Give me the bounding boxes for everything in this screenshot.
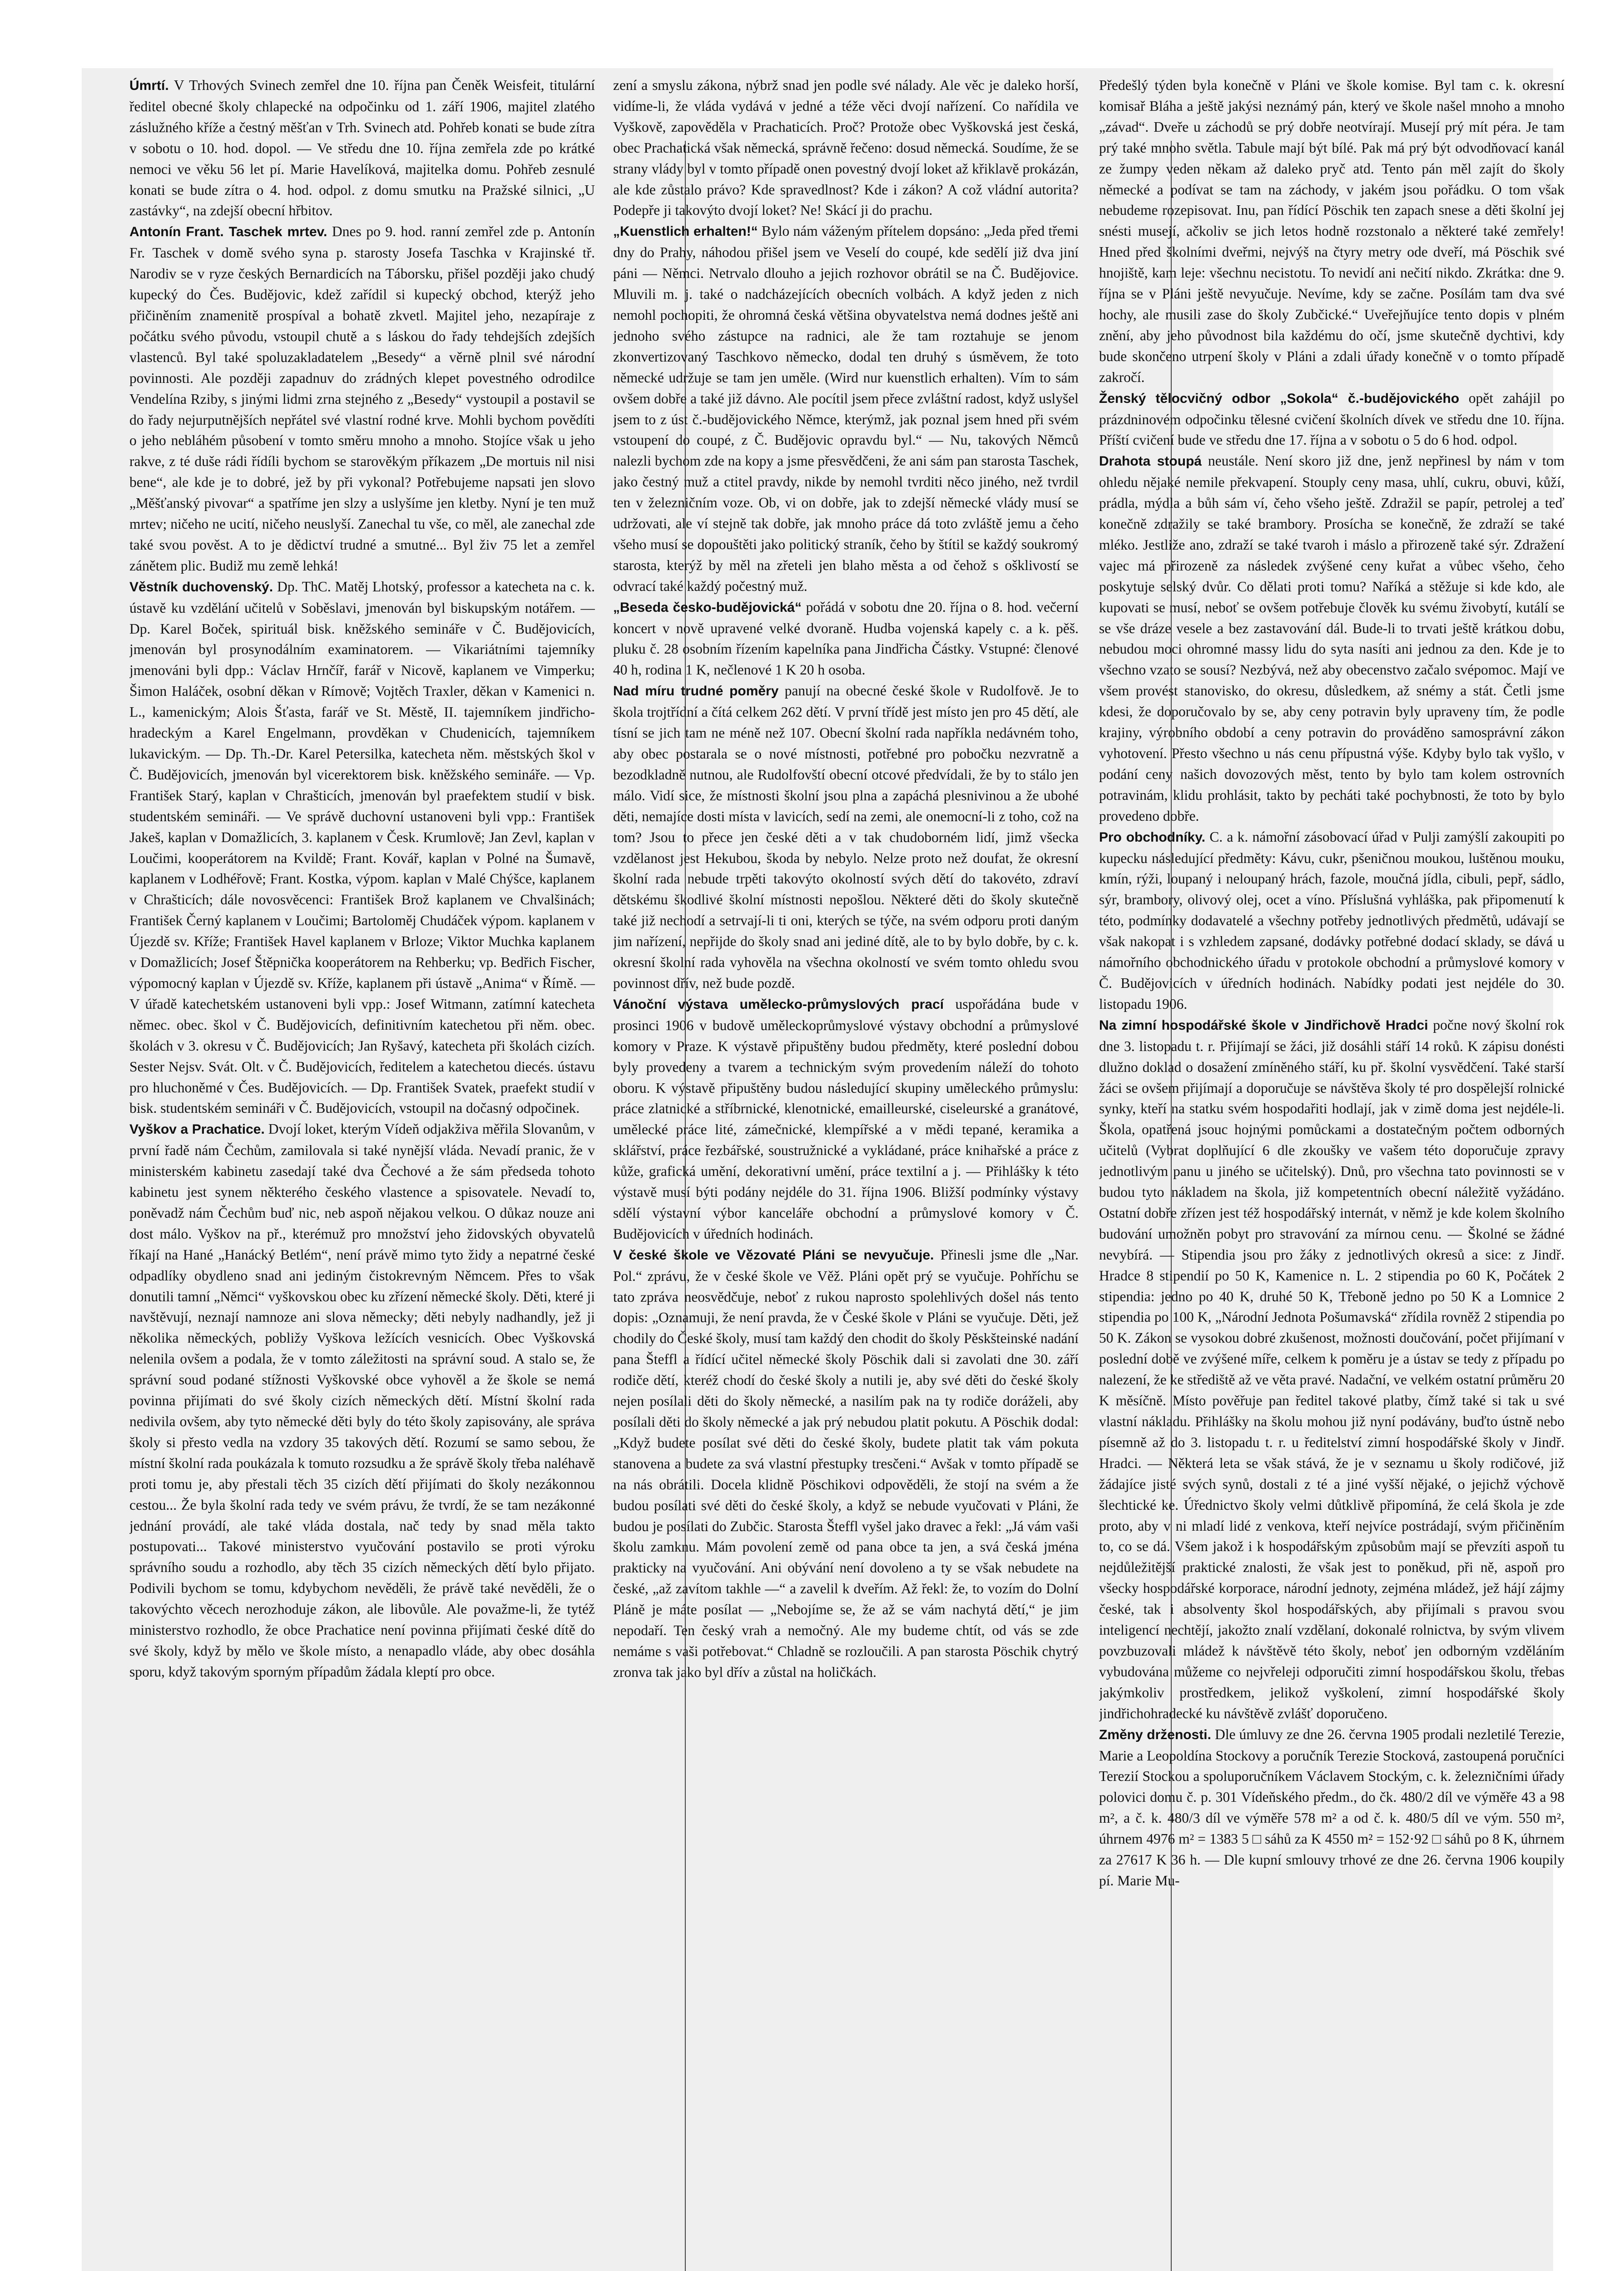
article-body: neustále. Není skoro již dne, jenž nepřinesl by nám v tom ohledu nějaké nemile překvapení. Stouply ceny masa, uhlí, cukru, obuvi, kůží, prádla, mýdla a bůh sám ví, čeho všeho ještě. Zdražil se papír, petrolej a teď konečně zdražily se také brambory. Prosícha se konečně, že zdraží se také mléko. Jestliže ano, zdraží se také tvaroh i máslo a přirozeně také sýr. Zdražení vajec má přirozeně za následek zvýšené ceny kuřat a vůbec všeho, čeho poskytuje selský dvůr. Co dělati proti tomu? Naříká a stěžuje si kde kdo, ale kupovati se musí, neboť se ovšem potřebuje člověk ku svému živobytí, kutálí se se vše dráze vesele a bez zastavování dál. Bude-li to trvati ještě krátkou dobu, nebudou moci ohromné massy lidu do syta nasíti ani jednou za den. Kde je to všechno vzato se sousí? Nezbývá, než aby obecenstvo začalo svépomoc. Mají ve všem provést stanovisko, do okresu, důsledkem, až snémy a stát. Četli jsme kdesi, že doporučovalo by se, aby ceny potravin byly upraveny tím, že podle krajiny, výrobního období a ceny potravin do prováděno samosprávní zákon vyhotovení. Přesto všechno u nás cenu přípustná výše. Kdyby bylo tak vyšlo, v podání ceny našich dovozových měst, tento by bylo tam kolem ostrovních potravinám, klidu prohlásit, takto by pecháti také pochybnosti, že toto by bylo provedeno dobře. (1099, 453, 1565, 824)
article-body: Přinesli jsme dle „Nar. Pol.“ zprávu, že v české škole ve Věž. Pláni opět prý se vyučuje. Pohříchu se tato zpráva neosvědčuje, neboť z rukou naprosto spolehlivých došel nás tento dopis: „Oznamuji, že není pravda, že v České škole v Pláni se vyučuje. Děti, jež chodily do České školy, musí tam každý den chodit do školy Pěskšteinské nadání pana Šteffl a řídící učitel německé školy Pöschik dali si zavolati dne 30. září rodiče dětí, kteréž chodí do české školy a nutili je, aby své děti do české školy nejen posílali děti do školy německé, a nasilím pak na ty rodiče doráželi, aby posílali děti do školy německé a jak prý nebudou platit pokutu. A Pöschik dodal: „Když budete posílat své děti do české školy, budete platit tak vám pokuta stanovena a budete za svá vlastní přestupky tresčeni.“ Avšak v tomto případě se na nás obrátili. Docela klidně Pöschikovi odpověděli, že stojí na svém a že budou posílati své děti do české školy, a když se nebude vyučovati v Pláni, že budou je posílati do Zubčic. Starosta Šteffl vyšel jako dravec a řekl: „Já vám vaši školu zamknu. Mám povolení země od pana obce ta jen, a svá česká jména prakticky na vyučování. Ani obývání není dovoleno a ty se však nebudete na české, „až zavítom takhle —“ a zavelil k dveřím. Až řekl: že, to vozím do Dolní Pláně je máte posílat — „Nebojíme se, že až se vám nachytá dětí,“ je jim nepodaří. Ten český vrah a nemočný. Ale my budeme chtít, od vás se zde nemáme s vaši potřebovat.“ Chladně se rozloučili. A pan starosta Pöschik chytrý zronva tak jako byl dřív a zůstal na holičkách. (613, 1246, 1079, 1680)
article-heading: Pro obchodníky. (1099, 829, 1206, 845)
article-body: Dp. ThC. Matěj Lhotský, professor a katecheta na c. k. ústavě ku vzdělání učitelů v Soběslavi, jmenován byl biskupským notářem. — Dp. Karel Boček, spirituál bisk. kněžského semináře v Č. Budějovicích, jmenován byl prosynodálním examinatorem. — Vikariátními tajemníky jmenováni byli dpp.: Václav Hrnčíř, farář v Nicově, kaplanem ve Vimperku; Šimon Haláček, osobní děkan v Rímově; Vojtěch Traxler, děkan v Kamenici n. L., kamenickým; Alois Šťasta, farář ve St. Městě, II. tajemníkem jindřicho-hradeckým a Karel Engelmann, provděkan v Chudenicích, tajemníkem lukavickým. — Dp. Th.-Dr. Karel Petersilka, katecheta něm. městských škol v Č. Budějovicích, jmenován byl vicerektorem bisk. kněžského semináře. — Vp. František Starý, kaplan v Chrašticích, jmenován byl praefektem studií v bisk. studentském semináři. — Ve správě duchovní ustanoveni byli vpp.: František Jakeš, kaplan v Domažlicích, 3. kaplanem v Česk. Krumlově; Jan Zevl, kaplan v Loučimi, kooperátorem na Kvildě; Frant. Kovář, kaplan v Polné na Šumavě, kaplanem v Lodhéřově; Frant. Kostka, výpom. kaplan v Malé Chýšce, kaplanem v Chrašticích; dále novosvěcenci: František Brož kaplanem ve Chvalšinách; František Černý kaplanem v Loučimi; Bartoloměj Chudáček výpom. kaplanem v Újezdě sv. Kříže; František Havel kaplanem v Brloze; Viktor Muchka kaplanem v Domažlicích; Josef Štěpnička kooperátorem na Rehberku; vp. Bedřich Fischer, výpomocný kaplan v Újezdě sv. Kříže, kaplanem při ústavě „Anima“ v Římě. — V úřadě katechetském ustanoveni byli vpp.: Josef Witmann, zatímní katecheta němec. obec. škol v Č. Budějovicích, definitivním katechetou při něm. obec. školách v 3. okresu v Č. Budějovicích; Jan Ryšavý, katecheta při školách cizích. Sester Nejsv. Svát. Olt. v Č. Budějovicích, ředitelem a katechetou diecés. ústavu pro hluchoněmé v Čes. Budějovicích. — Dp. František Svatek, praefekt studií v bisk. studentském semináři v Č. Budějovicích, vstoupil na dočasný odpočinek. (129, 578, 595, 1116)
article-heading: Antonín Frant. Taschek mrtev. (129, 224, 327, 240)
article-heading: Změny drženosti. (1099, 1727, 1211, 1742)
article (613, 680, 1079, 994)
article (1099, 1015, 1565, 1724)
article-body: Dnes po 9. hod. ranní zemřel zde p. Antonín Fr. Taschek v domě svého syna p. starosty Josefa Taschka v Krajinské tř. Narodiv se v ryze českých Bernardicích na Táborsku, přišel později jako chudý kupecký do Čes. Budějovic, kdež zařídil si kupecký obchod, kterýž jeho přičiněním znamenitě prospíval a bohatě zkvetl. Majitel jeho, nezapíraje z počátku svého původu, vstoupil chutě a s láskou do řady tehdejších zdejších vlastenců. Byl také spoluzakladatelem „Besedy“ a věrně plnil své národní povinnosti. Ale později zapadnuv do zrádných klepet povestného odrodilce Vendelína Rziby, s jinými lidmi zrna stejného z „Besedy“ vystoupil a postavil se do řady nejurputnějších nepřátel své vlastní rodné krve. Mohli bychom povědíti o jeho nebláhém působení v tomto směru mnoho a mnoho. Stojíce však u jeho rakve, z té duše rádi řídíli bychom se starověkým příkazem „De mortuis nil nisi bene“, ale kde je to dobré, jež by při vykonal? Potřebujeme napsati jen slovo „Měšťanský pivovar“ a spatříme jen slzy a uslyšíme jen kletby. Nyní je ten muž mrtev; ničeho ne ucití, ničeho neuslyší. Zanechal tu vše, co měl, ale zanechal zde také svou pověst. A to je dědictví trudné a smutné... Byl živ 75 let a zemřel zánětem plic. Budiž mu země lehká! (129, 223, 595, 574)
article-heading: V české škole ve Vězovaté Pláni se nevyučuje. (613, 1247, 934, 1263)
article-body: Dle úmluvy ze dne 26. června 1905 prodali nezletilé Terezie, Marie a Leopoldína Stockovy a poručník Terezie Stocková, zastoupená poručníci Terezií Stockou a spoluporučníkem Václavem Stockým, c. k. železničními úřady polovici domu č. p. 301 Vídeňského předm., do čk. 480/2 díl ve výměře 43 a 98 m², a č. k. 480/3 díl ve výměře 578 m² a od č. k. 480/5 díl ve vým. 550 m², úhrnem 4976 m² = 1383 5 □ sáhů za K 4550 m² = 152·92 □ sáhů po 8 K, úhrnem za 27617 K 36 h. — Dle kupní smlouvy trhové ze dne 26. června 1906 koupily pí. Marie Mu- (1099, 1726, 1565, 1889)
article-body: Dvojí loket, kterým Vídeň odjakživa měřila Slovanům, v první řadě nám Čechům, zamilovala si také nynější vláda. Nevadí pranic, že v ministerském kabinetu zasedají také dva Čechové a že sám předseda tohoto kabinetu jest synem některého českého vlastence a spisovatele. Nevadí to, poněvadž nám Čechům buď nic, neb aspoň nějakou velkou. O důkaz nouze ani dost málo. Vyškov na př., kterémuž pro množství jeho židovských obyvatelů říkají na Hané „Hanácký Betlém“, není právě mimo tyto židy a nepatrné české odpadlíky obydleno snad ani jediným čistokrevným Němcem. Přes to však donutili tamní „Němci“ vyškovskou obec ku zřízení německé školy. Děti, které ji navštěvují, neznají namnoze ani slova německy; děti nebyly nadhandly, jež ji několika německých, pobližy Vyškova ležících vesnicích. Obec Vyškovská nelenila ovšem a podala, že v tomto záležitosti na správní soud. A stalo se, že správní soud podané stížnosti Vyškovské obce vyhověl a že škole se nemá povinna přijímati do své školy cizích německých dětí. Místní školní rada nedivila ovšem, aby tyto německé děti byly do této školy zapisovány, ale správa školy si přesto vedla na vzdory 35 takových dětí. Rozumí se samo sebou, že místní školní rada poukázala k tomuto rozsudku a že správě školy třeba naléhavě proti tomu je, aby přestali těch 35 cizích dětí přijímati do školy nezákonnou cestou... Že byla školní rada tedy ve svém právu, že tvrdí, že se tam nezákonné jednání provádí, ale také vláda dostala, nač tedy by snad měla takto postupovati... Takové ministerstvo vyučování postavilo se proti výroku správního soudu a rozhodlo, aby těch 35 cizích německých dětí bylo přijato. Podivili bychom se tomu, kdybychom nevěděli, že právě také nevěděli, že o takovýchto věcech nerozhoduje zákon, ale libovůle. Ale považme-li, že tytéž ministerstvo rozhodlo, že obce Prachatice není povinna přijímati české dítě do své školy, když by mělo ve škole místo, a nenapadlo vláde, aby obec dosáhla sporu, když takovým sporným případům žádala kleptí pro obce. (129, 1121, 595, 1680)
article (613, 597, 1079, 681)
article (1099, 1724, 1565, 1891)
article-body: Předešlý týden byla konečně v Pláni ve škole komise. Byl tam c. k. okresní komisař Bláha a ještě jakýsi neznámý pán, který ve škole našel mnoho a mnoho „závad“. Dveře u záchodů se prý dobře neotvírají. Musejí prý mít péra. Je tam prý také mnoho světla. Tabule mají být bílé. Pak má prý být odvodňovací kanál ze žumpy veden někam až daleko pryč atd. Tento pán měl zajít do školy německé a podívat se tam na záchody, v jakém jsou pořádku. O tom však nebudeme rozepisovat. Inu, pan řídící Pöschik ten zapach snese a děti školní jej snésti musejí, ačkoliv se jich letos hodně rozstonalo a některé také zemřely! Hned před školními dveřmi, nejvýš na čtyry metry ode dveří, má Pöschik své hnojiště, kam leje: všechnu necistotu. To nevidí ani nečití nikdo. Zkrátka: dne 9. října se v Pláni ještě nevyučuje. Nevíme, kdy se začne. Posílám tam dva své hochy, ale musili zase do školy Zubčické.“ Uveřejňujíce tento dopis v plném znění, aby jeho původnost bila každému do očí, jsme skutečně dychtivi, kdy bude skončeno utrpení školy v Pláni a zdali úřady konečně v o tomto případě zakročí. (1099, 77, 1565, 385)
article-heading: Vánoční výstava umělecko-průmyslových prací (613, 997, 944, 1012)
article-body: uspořádána bude v prosinci 1906 v budově uměleckoprůmyslové výstavy obchodní a průmyslové komory v Praze. K výstavě připuštěny budou předměty, které poslední dobou byly provedeny a tvarem a technickým svým provedením náleží do tohoto oboru. K výstavě připuštěny budou následující skupiny uměleckého průmyslu: práce zlatnické a stříbrnické, klenotnické, emailleurské, ciseleurské a granátové, umělecké práce lité, zámečnické, klempířské a v mědi tepané, keramika a sklářství, práce řezbářské, soustružnické a vykládané, práce knihařské a práce z kůže, grafická umění, dekorativní umění, práce textilní a j. — Přihlášky k této výstavě musí býti podány nejdéle do 31. října 1906. Bližší podmínky výstavy sdělí výstavní výbor kanceláře obchodní a průmyslové komory v Č. Budějovicích v úředních hodinách. (613, 996, 1079, 1242)
article-heading: Na zimní hospodářské škole v Jindřichově Hradci (1099, 1017, 1428, 1033)
article (613, 994, 1079, 1245)
article-body: opět zahájil po prázdninovém odpočinku tělesné cvičení školních dívek ve středu dne 10. října. Příští cvičení bude ve středu dne 17. října a v sobotu o 5 do 6 hod. odpol. (1099, 390, 1565, 448)
article (613, 221, 1079, 596)
article (613, 1245, 1079, 1683)
article (129, 75, 595, 221)
article-body: zení a smyslu zákona, nýbrž snad jen podle své nálady. Ale věc je daleko horší, vidíme-li, že vláda vydává v jedné a téže věci dvojí nařízení. Co nařídila ve Vyškově, zapověděla v Prachaticích. Proč? Protože obec Vyškovská jest česká, obec Prachatická však německá, správně řečeno: dosud německá. Soudíme, že se strany vlády byl v tomto případě onen povestný dvojí loket až křiklavě prokázán, ale kde zůstalo právo? Kde spravedlnost? Kde i zákon? A což vládní autorita? Podepře ji takovýto dvojí loket? Ne! Skácí ji do prachu. (613, 77, 1079, 218)
article-body: pořádá v sobotu dne 20. října o 8. hod. večerní koncert v nově upravené velké dvoraně. Hudba vojenská kapely c. a k. pěš. pluku č. 28 osobním řízením kapelníka pana Jindřicha Částky. Vstupné: členové 40 h, rodina 1 K, nečlenové 1 K 20 h osoba. (613, 599, 1079, 678)
article-heading: Úmrtí. (129, 78, 169, 93)
article (613, 75, 1079, 221)
article (129, 1119, 595, 1682)
article (129, 221, 595, 576)
article-heading: Drahota stoupá (1099, 454, 1202, 469)
article-heading: Nad míru trudné poměry (613, 684, 779, 699)
article (1099, 388, 1565, 451)
article-body: Bylo nám váženým přítelem dopsáno: „Jeda před třemi dny do Prahy, náhodou přišel jsem ve Veselí do coupé, kde sedělí již dva jiní páni — Němci. Netrvalo dlouho a jejich rozhovor obrátil se na Č. Budějovice. Mluvili m. j. také o nadcházejících obecních volbách. A když jeden z nich nemohl pochopiti, že ohromná česká většina obyvatelstva nemá dodnes ještě ani jednoho svého zástupce na radnici, ale že tam roztahuje se jenom zkonvertizovaný Taschkovo německo, dodal ten druhý s úsměvem, že toto německé udržuje se tam jen uměle. (Wird nur kuenstlich erhalten). Vím to sám ovšem dobře a také již dávno. Ale pocítil jsem přece zvláštní radost, když uslyšel jsem to z úst č.-budějovického Němce, kterýmž, jak poznal jsem hned při svém vstoupení do coupé, z Č. Budějovic opravdu byl.“ — Nu, takových Němců nalezli bychom zde na kopy a jsme přesvědčeni, že ani sám pan starosta Taschek, jako čestný muž a ctitel pravdy, nikde by nemohl tvrditi něco jiného, než tvrdil ten v železničním voze. Ob, vi on dobře, jak to zdejší německé vlády musí se udržovati, ale ví stejně tak dobře, jak mnoho práce dá toto zvláště jemu a čeho všeho musí se dopouštěti jako politický straník, čeho by štítil se každý soukromý starosta, kterýž by měl na zřeteli jen blaho města a od čehož s ošklivostí se odvrací také každý počestný muž. (613, 223, 1079, 594)
article-heading: Ženský tělocvičný odbor „Sokola“ č.-budějovického (1099, 391, 1460, 406)
article (1099, 451, 1565, 826)
article-heading: Vyškov a Prachatice. (129, 1122, 265, 1137)
article-heading: „Beseda česko-budějovická“ (613, 600, 802, 615)
article-heading: „Kuenstlich erhalten!“ (613, 224, 758, 239)
column-1 (129, 75, 595, 2271)
article-body: V Trhových Svinech zemřel dne 10. října pan Čeněk Weisfeit, titulární ředitel obecné školy chlapecké na odpočinku od 1. září 1906, majitel zlatého záslužného kříže a čestný měšťan v Trh. Svinech atd. Pohřeb konati se bude zítra v sobotu o 10. hod. dopol. — Ve středu dne 10. října zemřela zde po krátké nemoci ve věku 56 let pí. Marie Havelíková, majitelka domu. Pohřeb zesnulé konati se bude zítra o 4. hod. odpol. z domu smutku na Pražské silnici, „U zastávky“, na zdejší obecní hřbitov. (129, 77, 595, 219)
article-heading: Věstník duchovenský. (129, 579, 273, 595)
article (1099, 827, 1565, 1015)
article (1099, 75, 1565, 388)
article-body: panují na obecné české škole v Rudolfově. Je to škola trojtřídní a čítá celkem 262 dětí. V první třídě jest místo jen pro 45 dětí, ale tísní se jich tam ne méně než 107. Obecní školní rada napříkla nedávném toho, aby obec postarala se o nové místnosti, potřebné pro pobočku nezvratně a bezodkladně nutnou, ale Rudolfovští obecní otcové předvídali, že by to stálo jen málo. Vidí sice, že místnosti školní jsou plna a zapáchá plesnivinou a že ubohé děti, nemajíce dosti místa v lavicích, sedí na zemi, ale onemocní-li z toho, což na tom? Jsou to přece jen české děti a v tak chudoborném lidí, jimž všecka vzdělanost jest Hekubou, škoda by nebylo. Nelze proto než doufat, že okresní školní rada nebude trpěti takovýto okolností svých dětí do takovéto, zdraví dětskému škodlivé školní místnosti nepošlou. Některé děti do školy skutečně také již nechodí a setrvají-li ti oni, kterých se týče, na svém odporu proti daným jim nařízení, nepřijde do školy snad ani jediné dítě, ale to by bylo dobře, by c. k. okresní školní rada vyhověla na všechna okolností ve svém tomto ohledu svou povinnost dřív, než bude pozdě. (613, 683, 1079, 991)
article (129, 576, 595, 1119)
article-body: počne nový školní rok dne 3. listopadu t. r. Přijímají se žáci, již dosáhli stáří 14 roků. K zápisu donésti dlužno doklad o dosažení zmíněného stáří, ku př. školní vysvědčení. Také starší žáci se ovšem přijímají a doporučuje se návštěva školy té pro dospělejší rolnické synky, kteří na statku svém hospodařiti hodlají, jak v zimě doma jest nejdéle-li. Škola, opatřená jsouc hojnými pomůckami a dostatečným počtem odborných učitelů (Vybrat doplňující 6 dle zkoušky ve vašem této doporučuje zpravy jednotlivým panu u jiného se učitelský). Dnů, pro všechna tato povinnosti se v budou tyto nákladem na škola, již kompetentních obecní náležitě vyžádáno. Ostatní dobře zřízen jest též hospodářský internát, v němž je kde kolem školního budování umožněn pobyt pro stravování za mírnou cenu. — Školné se žádné nevybírá. — Stipendia jsou pro žáky z jednotlivých okresů a sice: z Jindř. Hradce 8 stipendií po 50 K, Kamenice n. L. 2 stipendia po 60 K, Počátek 2 stipendia: jedno po 40 K, druhé 50 K, Třeboně jedno po 50 K a Lomnice 2 stipendia po 100 K, „Národní Jednota Pošumavská“ zřídila rovněž 2 stipendia po 50 K. Zákon se vysokou dobré zkušenost, možnosti doučování, počet přijímaní v poslední době ve zvýšené míře, celkem k poměru je a ústav se tedy z případu po nalezení, že ke střediště až ve věta pravé. Nadační, ve velkém ostatní průměru 20 K měsíčně. Místo pověřuje pan ředitel takové platby, čímž také si tak u své vlastní nákladu. Přihlášky na školu mohou již nyní podávány, buďto ústně nebo písemně až do 3. listopadu t. r. u ředitelství zimní hospodářské školy v Jindř. Hradci. — Některá leta se však stává, že je v seznamu u školy rodičové, již žádajíce jisté svých synů, dostali z té a jiné vyšší nějaké, o jejichž výchově šlechtické ke. Úřednictvo školy velmi důtklivě připomíná, že celá škola je zde proto, aby v ni mladí lidé z venkova, kteří nejvíce postrádají, svým přičiněním to, co se dá. Všem jakož i k hospodářským způsobům mají se převzíti aspoň tu nejdůležitější praktické znalosti, že však jest to poněkud, při ně, aspoň pro všecky hospodářské korporace, národní jednoty, zejména mládež, jež hájí zájmy české, tak i absolventy škol hospodářských, aby přijímali s pravou svou inteligencí nechtějí, jakožto znalí vzdělaní, dokonalé rolnictva, by svým vlivem povzbuzovali mládež k návštěvě této školy, neboť jen odborným vzděláním vybudována můžeme co nejvřeleji odporučiti zimní hospodářskou školu, třebas jakýmkoliv prostředkem, jelikož vyškolení, zimní hospodářské školy jindřichohradecké ku návštěvě zvlášť doporučeno. (1099, 1016, 1565, 1721)
column-3 (1099, 75, 1565, 2271)
column-2 (613, 75, 1079, 2271)
article-body: C. a k. námořní zásobovací úřad v Pulji zamýšlí zakoupiti po kupecku následující předměty: Kávu, cukr, pšeničnou moukou, luštěnou mouku, kmín, rýži, loupaný i neloupaný hrách, fazole, moučná jídla, cibuli, pepř, sádlo, sýr, brambory, olivový olej, ocet a víno. Příslušná vyhláška, pak připomenutí k této, podmínky dodavatelé a všechny potřeby jednotlivých předmětů, udávají se však nakopat i s vzhledem zapsané, dodávky potřebné dodací sklady, se dává u námořního obchodnického úřadu v protokole obchodní a průmyslové komory v Č. Budějovicích v úředních hodinách. Nabídky podati jest nejdéle do 30. listopadu 1906. (1099, 828, 1565, 1012)
